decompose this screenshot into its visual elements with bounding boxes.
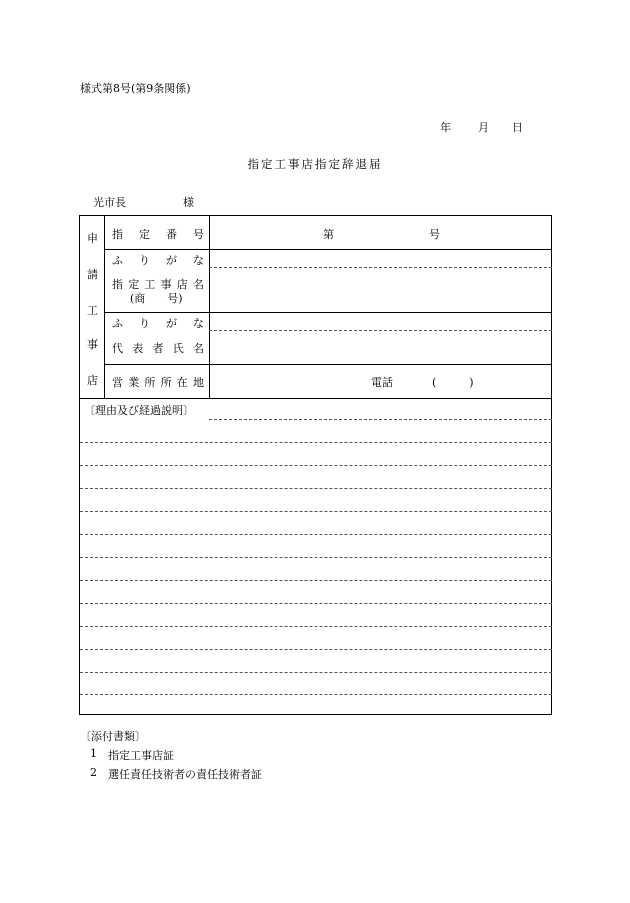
date-day-label: 日 bbox=[512, 121, 523, 134]
attachments-title: 〔添付書類〕 bbox=[80, 730, 146, 743]
representative-name-label: 代表者氏名 bbox=[112, 342, 204, 355]
date-year-label: 年 bbox=[440, 121, 451, 134]
reason-line[interactable] bbox=[80, 672, 552, 673]
side-label-char-5: 店 bbox=[87, 374, 98, 387]
reason-line[interactable] bbox=[80, 694, 552, 695]
reason-line[interactable] bbox=[80, 626, 552, 627]
reason-line[interactable] bbox=[80, 511, 552, 512]
form-number: 様式第8号(第9条関係) bbox=[80, 82, 191, 95]
reason-line[interactable] bbox=[80, 442, 552, 443]
designation-number-dai: 第 bbox=[323, 228, 334, 241]
attachment-item bbox=[90, 747, 174, 762]
office-address-label: 営業所所在地 bbox=[112, 376, 204, 389]
representative-furigana-label: ふりがな bbox=[112, 317, 204, 330]
reason-line[interactable] bbox=[209, 419, 552, 420]
addressee bbox=[93, 194, 194, 210]
attachment-number: 2 bbox=[90, 766, 97, 779]
attachment-number: 1 bbox=[90, 747, 97, 760]
phone-label: 電話 bbox=[371, 376, 393, 389]
addressee-name: 光市長 bbox=[93, 196, 126, 209]
attachment-text: 選任責任技術者の責任技術者証 bbox=[108, 768, 262, 781]
representative-name-field[interactable] bbox=[104, 364, 552, 365]
reason-line[interactable] bbox=[80, 603, 552, 604]
shop-name-field[interactable] bbox=[104, 312, 552, 313]
shop-furigana-field[interactable] bbox=[209, 267, 552, 268]
shop-trade-name-label: (商 号) bbox=[130, 292, 183, 305]
application-table bbox=[79, 215, 552, 715]
phone-parentheses: ( ) bbox=[432, 376, 474, 389]
reason-label: 〔理由及び経過説明〕 bbox=[84, 404, 194, 417]
reason-line[interactable] bbox=[80, 465, 552, 466]
document-title: 指定工事店指定辞退届 bbox=[247, 157, 383, 171]
shop-name-label: 指定工事店名 bbox=[112, 278, 204, 291]
side-label-char-4: 事 bbox=[87, 338, 98, 351]
reason-line[interactable] bbox=[80, 557, 552, 558]
designation-number-label: 指定番号 bbox=[112, 228, 204, 241]
label-column-divider bbox=[209, 216, 210, 398]
side-label-char-1: 申 bbox=[87, 232, 98, 245]
reason-line[interactable] bbox=[80, 534, 552, 535]
addressee-honorific: 様 bbox=[183, 196, 194, 209]
side-label-char-2: 請 bbox=[87, 268, 98, 281]
side-label-char-3: 工 bbox=[87, 304, 98, 317]
reason-line[interactable] bbox=[80, 649, 552, 650]
designation-number-go: 号 bbox=[429, 228, 440, 241]
attachment-item bbox=[90, 766, 262, 781]
representative-furigana-field[interactable] bbox=[209, 330, 552, 331]
date-month-label: 月 bbox=[478, 121, 489, 134]
reason-line[interactable] bbox=[80, 580, 552, 581]
shop-furigana-label: ふりがな bbox=[112, 254, 204, 267]
reason-line[interactable] bbox=[80, 488, 552, 489]
attachment-text: 指定工事店証 bbox=[108, 749, 174, 762]
